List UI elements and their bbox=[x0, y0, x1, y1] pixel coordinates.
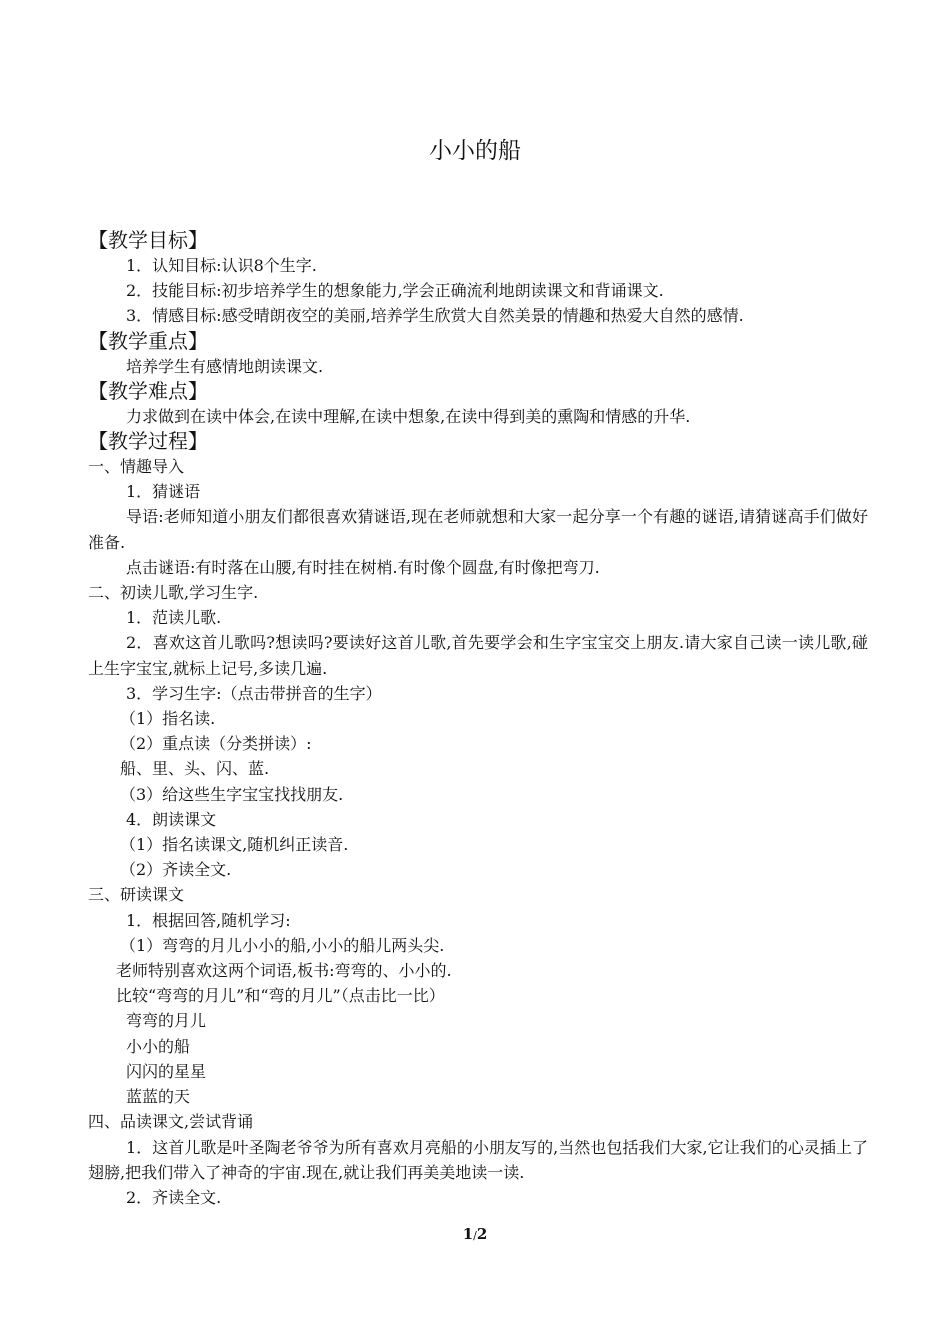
process-heading: 【教学过程】 bbox=[88, 429, 208, 454]
part3-title: 三、研读课文 bbox=[88, 885, 185, 905]
part2-sub4: 4．朗读课文 bbox=[126, 809, 217, 829]
phrase-item: 小小的船 bbox=[126, 1036, 191, 1056]
part2-sub3-b: （2）重点读（分类拼读）: bbox=[120, 734, 312, 754]
difficulty-heading: 【教学难点】 bbox=[88, 378, 208, 403]
part2-sub4-a: （1）指名读课文,随机纠正读音. bbox=[120, 835, 349, 855]
part3-line-a: 老师特别喜欢这两个词语,板书:弯弯的、小小的. bbox=[116, 961, 452, 981]
part2-sub2: 2．喜欢这首儿歌吗?想读吗?要读好这首儿歌,首先要学会和生字宝宝交上朋友.请大家自己读一读儿歌,碰上生字宝宝,就标上记号,多读几遍. bbox=[88, 633, 868, 678]
phrase-item: 闪闪的星星 bbox=[126, 1061, 207, 1081]
part2-sub4-b: （2）齐读全文. bbox=[120, 860, 232, 880]
page-current: 1 bbox=[462, 1225, 474, 1243]
goal-item: 3．情感目标:感受晴朗夜空的美丽,培养学生欣赏大自然美景的情趣和热爱大自然的感情. bbox=[126, 306, 744, 326]
page-total: 2 bbox=[476, 1225, 488, 1243]
focus-heading: 【教学重点】 bbox=[88, 328, 208, 353]
part1-guide: 导语:老师知道小朋友们都很喜欢猜谜语,现在老师就想和大家一起分享一个有趣的谜语,请猜谜高手们做好准备. bbox=[88, 507, 868, 552]
part2-sub3-a: （1）指名读. bbox=[120, 709, 216, 729]
part2-title: 二、初读儿歌,学习生字. bbox=[88, 583, 259, 603]
part2-sub3-chars: 船、里、头、闪、蓝. bbox=[120, 759, 270, 779]
phrase-item: 蓝蓝的天 bbox=[126, 1087, 191, 1107]
part1-riddle: 点击谜语:有时落在山腰,有时挂在树梢.有时像个圆盘,有时像把弯刀. bbox=[126, 557, 600, 577]
phrase-item: 弯弯的月儿 bbox=[126, 1011, 207, 1031]
part2-sub1: 1．范读儿歌. bbox=[126, 608, 222, 628]
part4-sub2: 2．齐读全文. bbox=[126, 1187, 222, 1207]
part1-sub1: 1．猜谜语 bbox=[126, 482, 201, 502]
part4-sub1: 1．这首儿歌是叶圣陶老爷爷为所有喜欢月亮船的小朋友写的,当然也包括我们大家,它让我们的心灵插上了翅膀,把我们带入了神奇的宇宙.现在,就让我们再美美地读一读. bbox=[88, 1137, 868, 1182]
page-number bbox=[0, 1224, 950, 1246]
document-title: 小小的船 bbox=[429, 138, 521, 164]
part2-sub3-c: （3）给这些生字宝宝找找朋友. bbox=[120, 784, 344, 804]
goal-item: 2．技能目标:初步培养学生的想象能力,学会正确流利地朗读课文和背诵课文. bbox=[126, 281, 664, 301]
part2-sub3: 3．学习生字:（点击带拼音的生字） bbox=[126, 683, 382, 703]
goals-heading: 【教学目标】 bbox=[88, 228, 208, 252]
part1-title: 一、情趣导入 bbox=[88, 457, 185, 477]
goal-item: 1．认知目标:认识8个生字. bbox=[126, 256, 317, 275]
part3-sub1-a: （1）弯弯的月儿小小的船,小小的船儿两头尖. bbox=[120, 935, 445, 955]
difficulty-text: 力求做到在读中体会,在读中理解,在读中想象,在读中得到美的熏陶和情感的升华. bbox=[126, 406, 691, 426]
part4-title: 四、品读课文,尝试背诵 bbox=[88, 1112, 254, 1132]
document-body bbox=[88, 228, 868, 1210]
part3-sub1: 1．根据回答,随机学习: bbox=[126, 910, 291, 930]
page-separator: / bbox=[473, 1229, 477, 1242]
focus-text: 培养学生有感情地朗读课文. bbox=[126, 356, 324, 376]
part3-line-b: 比较“弯弯的月儿”和“弯的月儿”（点击比一比） bbox=[116, 986, 445, 1006]
